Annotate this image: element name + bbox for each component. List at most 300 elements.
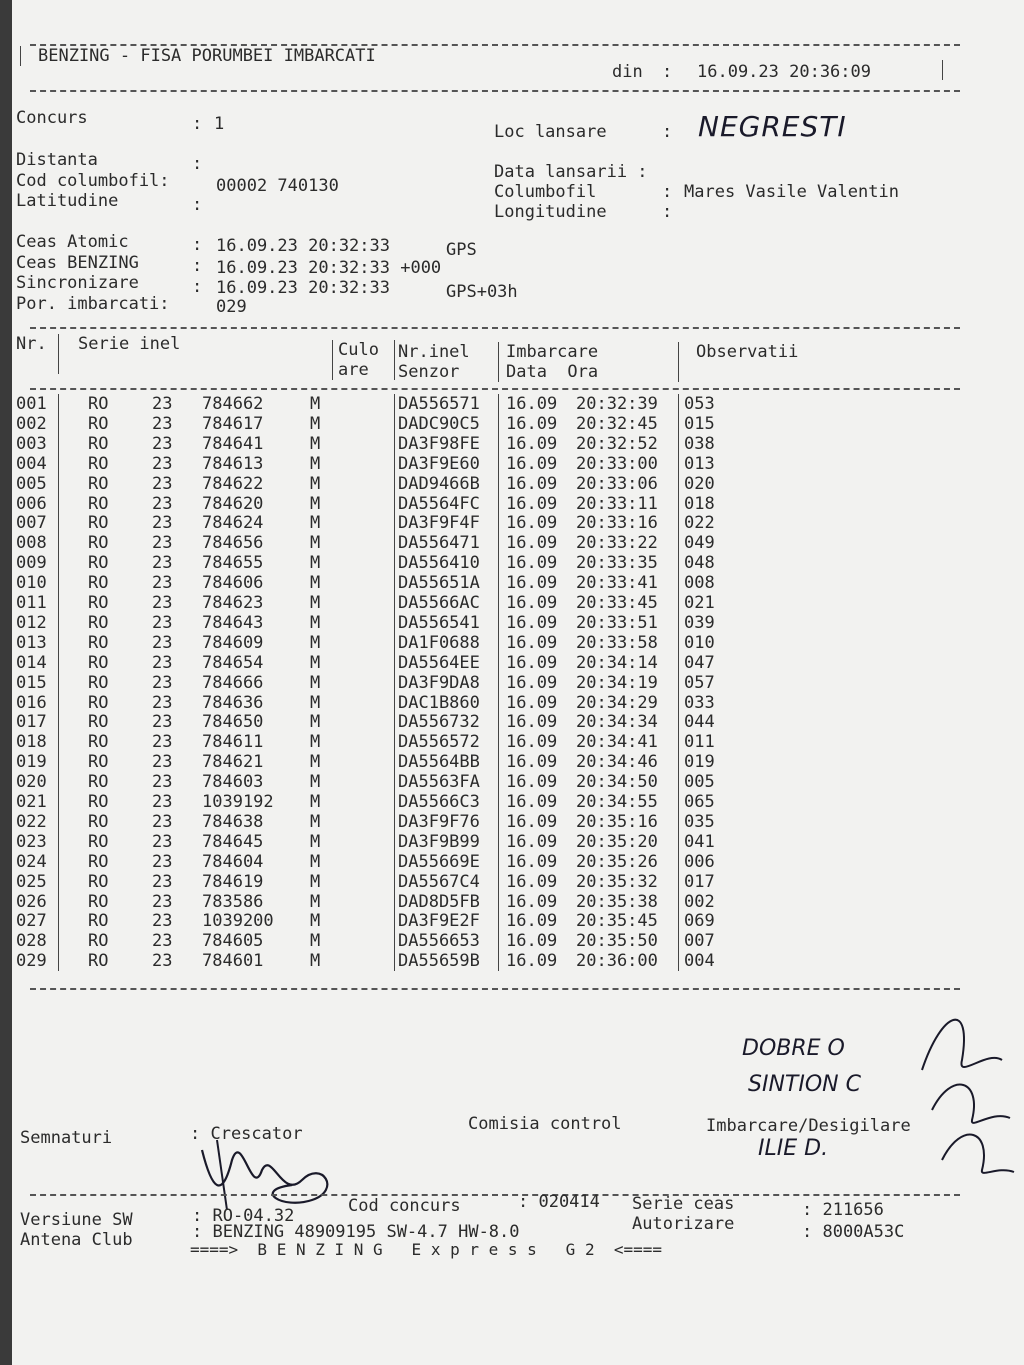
row-separator-2 bbox=[394, 812, 395, 832]
row-separator-4 bbox=[678, 533, 679, 553]
cell-country: RO bbox=[88, 712, 109, 733]
cell-sensor: DA3F98FE bbox=[398, 433, 480, 454]
row-separator-1 bbox=[58, 573, 59, 593]
cell-observation: 033 bbox=[684, 692, 715, 713]
cell-ring-number: 1039192 bbox=[202, 792, 274, 812]
cell-date: 16.09 bbox=[506, 871, 558, 892]
cell-nr: 006 bbox=[16, 493, 47, 514]
row-separator-3 bbox=[498, 951, 499, 971]
cell-observation: 022 bbox=[684, 513, 715, 534]
cell-sex: M bbox=[310, 792, 321, 812]
cell-year: 23 bbox=[152, 493, 173, 514]
row-separator-1 bbox=[58, 553, 59, 573]
cell-observation: 053 bbox=[684, 394, 715, 414]
cell-sex: M bbox=[310, 573, 321, 594]
cell-nr: 028 bbox=[16, 931, 47, 952]
row-separator-2 bbox=[394, 553, 395, 573]
cell-country: RO bbox=[88, 652, 109, 673]
row-separator-3 bbox=[498, 474, 499, 494]
cell-ring-number: 784645 bbox=[202, 831, 264, 852]
cod-label: Cod columbofil: bbox=[16, 171, 170, 191]
handwritten-name-2: SINTION C bbox=[748, 1072, 861, 1097]
row-separator-2 bbox=[394, 533, 395, 553]
handwritten-name-1: DOBRE O bbox=[742, 1036, 845, 1061]
cell-country: RO bbox=[88, 792, 109, 812]
cell-year: 23 bbox=[152, 692, 173, 713]
cell-nr: 025 bbox=[16, 871, 47, 892]
cell-time: 20:32:39 bbox=[576, 394, 658, 414]
row-separator-4 bbox=[678, 414, 679, 434]
cell-year: 23 bbox=[152, 752, 173, 773]
cell-time: 20:35:20 bbox=[576, 831, 658, 852]
row-separator-4 bbox=[678, 633, 679, 653]
col-header-data-ora: Data Ora bbox=[506, 362, 599, 382]
cell-time: 20:34:34 bbox=[576, 712, 658, 733]
row-separator-1 bbox=[58, 394, 59, 414]
cell-observation: 065 bbox=[684, 792, 715, 812]
cell-sensor: DA3F9F76 bbox=[398, 811, 480, 832]
serie-ceas-value: : 211656 bbox=[802, 1200, 884, 1220]
row-separator-3 bbox=[498, 752, 499, 772]
cell-year: 23 bbox=[152, 911, 173, 932]
cell-sensor: DA5564FC bbox=[398, 493, 480, 514]
table-row bbox=[12, 653, 1024, 673]
cell-ring-number: 784655 bbox=[202, 553, 264, 574]
cod-concurs-label: Cod concurs bbox=[348, 1196, 461, 1216]
cell-sex: M bbox=[310, 772, 321, 793]
cell-ring-number: 784605 bbox=[202, 931, 264, 952]
row-separator-4 bbox=[678, 394, 679, 414]
row-separator-2 bbox=[394, 892, 395, 912]
cell-observation: 013 bbox=[684, 453, 715, 474]
cell-observation: 021 bbox=[684, 593, 715, 613]
row-separator-2 bbox=[394, 573, 395, 593]
row-separator-3 bbox=[498, 533, 499, 553]
din-colon: : bbox=[662, 62, 673, 82]
cell-sensor: DA5566AC bbox=[398, 593, 480, 613]
row-separator-2 bbox=[394, 414, 395, 434]
cell-country: RO bbox=[88, 573, 109, 594]
cell-year: 23 bbox=[152, 453, 173, 474]
cell-time: 20:32:45 bbox=[576, 413, 658, 434]
row-separator-4 bbox=[678, 573, 679, 593]
row-separator-1 bbox=[58, 931, 59, 951]
table-row bbox=[12, 832, 1024, 852]
cell-observation: 019 bbox=[684, 752, 715, 773]
header-divider bbox=[30, 90, 960, 92]
cell-observation: 069 bbox=[684, 911, 715, 932]
cell-ring-number: 784650 bbox=[202, 712, 264, 733]
cell-year: 23 bbox=[152, 533, 173, 554]
cell-year: 23 bbox=[152, 513, 173, 534]
sincronizare-value: 16.09.23 20:32:33 bbox=[216, 278, 390, 298]
table-row bbox=[12, 732, 1024, 752]
cell-date: 16.09 bbox=[506, 612, 558, 633]
cell-country: RO bbox=[88, 473, 109, 494]
row-separator-3 bbox=[498, 573, 499, 593]
row-separator-3 bbox=[498, 792, 499, 812]
cell-sensor: DA5564EE bbox=[398, 652, 480, 673]
row-separator-3 bbox=[498, 712, 499, 732]
cell-year: 23 bbox=[152, 593, 173, 613]
row-separator-1 bbox=[58, 911, 59, 931]
cell-nr: 003 bbox=[16, 433, 47, 454]
row-separator-3 bbox=[498, 892, 499, 912]
footer-divider bbox=[30, 1194, 960, 1196]
cod-concurs-value: : 020414 bbox=[518, 1192, 600, 1212]
row-separator-1 bbox=[58, 712, 59, 732]
cell-observation: 002 bbox=[684, 891, 715, 912]
table-row bbox=[12, 474, 1024, 494]
row-separator-4 bbox=[678, 513, 679, 533]
cell-time: 20:33:58 bbox=[576, 632, 658, 653]
cell-country: RO bbox=[88, 931, 109, 952]
table-bottom-divider bbox=[30, 988, 960, 990]
cell-nr: 002 bbox=[16, 413, 47, 434]
cell-time: 20:33:35 bbox=[576, 553, 658, 574]
semnaturi-label: Semnaturi bbox=[20, 1128, 113, 1148]
row-separator-1 bbox=[58, 494, 59, 514]
table-row bbox=[12, 911, 1024, 931]
cell-time: 20:34:29 bbox=[576, 692, 658, 713]
row-separator-3 bbox=[498, 852, 499, 872]
cell-nr: 023 bbox=[16, 831, 47, 852]
table-row bbox=[12, 772, 1024, 792]
cell-time: 20:35:32 bbox=[576, 871, 658, 892]
row-separator-3 bbox=[498, 613, 499, 633]
row-separator-4 bbox=[678, 832, 679, 852]
cell-sex: M bbox=[310, 712, 321, 733]
cell-year: 23 bbox=[152, 871, 173, 892]
cell-country: RO bbox=[88, 413, 109, 434]
cell-nr: 017 bbox=[16, 712, 47, 733]
cell-ring-number: 784611 bbox=[202, 732, 264, 753]
cell-sex: M bbox=[310, 473, 321, 494]
ceas-atomic-colon: : bbox=[192, 235, 203, 255]
cell-ring-number: 784643 bbox=[202, 612, 264, 633]
cell-sensor: DADC90C5 bbox=[398, 413, 480, 434]
cell-country: RO bbox=[88, 871, 109, 892]
row-separator-2 bbox=[394, 911, 395, 931]
row-separator-4 bbox=[678, 852, 679, 872]
cell-time: 20:35:38 bbox=[576, 891, 658, 912]
cell-date: 16.09 bbox=[506, 473, 558, 494]
cell-observation: 038 bbox=[684, 433, 715, 454]
cell-time: 20:34:19 bbox=[576, 672, 658, 693]
header-sep-4 bbox=[498, 342, 499, 382]
cell-time: 20:33:16 bbox=[576, 513, 658, 534]
cell-sex: M bbox=[310, 811, 321, 832]
cell-country: RO bbox=[88, 951, 109, 972]
cell-sensor: DA556732 bbox=[398, 712, 480, 733]
cell-sex: M bbox=[310, 732, 321, 753]
cell-ring-number: 784666 bbox=[202, 672, 264, 693]
cell-sex: M bbox=[310, 951, 321, 972]
table-row bbox=[12, 513, 1024, 533]
cell-year: 23 bbox=[152, 473, 173, 494]
cell-date: 16.09 bbox=[506, 433, 558, 454]
autorizare-value: : 8000A53C bbox=[802, 1222, 905, 1242]
cell-ring-number: 784662 bbox=[202, 394, 264, 414]
row-separator-4 bbox=[678, 772, 679, 792]
row-separator-3 bbox=[498, 931, 499, 951]
cell-time: 20:33:22 bbox=[576, 533, 658, 554]
cell-country: RO bbox=[88, 453, 109, 474]
cell-date: 16.09 bbox=[506, 831, 558, 852]
cell-observation: 047 bbox=[684, 652, 715, 673]
cell-sensor: DA556572 bbox=[398, 732, 480, 753]
cell-nr: 005 bbox=[16, 473, 47, 494]
row-separator-2 bbox=[394, 513, 395, 533]
row-separator-2 bbox=[394, 852, 395, 872]
col-header-are: are bbox=[338, 360, 369, 380]
cell-nr: 008 bbox=[16, 533, 47, 554]
por-imbarcati-label: Por. imbarcati: bbox=[16, 294, 170, 314]
row-separator-4 bbox=[678, 553, 679, 573]
cell-time: 20:35:16 bbox=[576, 811, 658, 832]
cell-nr: 014 bbox=[16, 652, 47, 673]
loc-lansare-label: Loc lansare bbox=[494, 122, 607, 142]
cell-date: 16.09 bbox=[506, 573, 558, 594]
row-separator-3 bbox=[498, 832, 499, 852]
title-left-bar bbox=[20, 46, 21, 66]
distanta-label: Distanta bbox=[16, 150, 98, 170]
cell-sex: M bbox=[310, 831, 321, 852]
cell-time: 20:33:41 bbox=[576, 573, 658, 594]
header-sep-3 bbox=[394, 340, 395, 380]
row-separator-1 bbox=[58, 693, 59, 713]
cell-observation: 015 bbox=[684, 413, 715, 434]
row-separator-2 bbox=[394, 832, 395, 852]
row-separator-4 bbox=[678, 653, 679, 673]
cell-country: RO bbox=[88, 911, 109, 932]
loc-colon: : bbox=[662, 122, 673, 142]
row-separator-1 bbox=[58, 414, 59, 434]
row-separator-1 bbox=[58, 454, 59, 474]
table-row bbox=[12, 951, 1024, 971]
cell-ring-number: 784619 bbox=[202, 871, 264, 892]
row-separator-1 bbox=[58, 613, 59, 633]
cell-nr: 015 bbox=[16, 672, 47, 693]
row-separator-4 bbox=[678, 892, 679, 912]
row-separator-1 bbox=[58, 832, 59, 852]
row-separator-1 bbox=[58, 653, 59, 673]
cell-sensor: DA3F9E60 bbox=[398, 453, 480, 474]
row-separator-4 bbox=[678, 931, 679, 951]
cell-observation: 041 bbox=[684, 831, 715, 852]
row-separator-2 bbox=[394, 712, 395, 732]
antena-value: : BENZING 48909195 SW-4.7 HW-8.0 bbox=[192, 1222, 520, 1242]
cell-date: 16.09 bbox=[506, 632, 558, 653]
cell-sensor: DA3F9F4F bbox=[398, 513, 480, 534]
cell-sensor: DA1F0688 bbox=[398, 632, 480, 653]
cell-date: 16.09 bbox=[506, 712, 558, 733]
row-separator-1 bbox=[58, 812, 59, 832]
ceas-benzing-colon: : bbox=[192, 256, 203, 276]
col-header-serie: Serie inel bbox=[78, 334, 181, 354]
cell-date: 16.09 bbox=[506, 692, 558, 713]
table-top-divider bbox=[30, 327, 960, 329]
cell-sensor: DA5563FA bbox=[398, 772, 480, 793]
col-header-senzor: Senzor bbox=[398, 362, 460, 382]
cell-date: 16.09 bbox=[506, 413, 558, 434]
cell-year: 23 bbox=[152, 612, 173, 633]
cell-date: 16.09 bbox=[506, 752, 558, 773]
cell-sensor: DA55659B bbox=[398, 951, 480, 972]
cell-ring-number: 784604 bbox=[202, 851, 264, 872]
comisia-label: Comisia control bbox=[468, 1114, 622, 1134]
row-separator-3 bbox=[498, 812, 499, 832]
row-separator-2 bbox=[394, 693, 395, 713]
cell-year: 23 bbox=[152, 891, 173, 912]
cell-ring-number: 784613 bbox=[202, 453, 264, 474]
row-separator-3 bbox=[498, 673, 499, 693]
cell-observation: 010 bbox=[684, 632, 715, 653]
cell-date: 16.09 bbox=[506, 453, 558, 474]
cell-country: RO bbox=[88, 811, 109, 832]
row-separator-2 bbox=[394, 673, 395, 693]
ceas-benzing-label: Ceas BENZING bbox=[16, 253, 139, 273]
cell-country: RO bbox=[88, 831, 109, 852]
row-separator-4 bbox=[678, 474, 679, 494]
cell-sensor: DA556653 bbox=[398, 931, 480, 952]
cell-country: RO bbox=[88, 732, 109, 753]
cell-sex: M bbox=[310, 871, 321, 892]
cell-sex: M bbox=[310, 533, 321, 554]
cell-observation: 049 bbox=[684, 533, 715, 554]
cell-ring-number: 784601 bbox=[202, 951, 264, 972]
row-separator-4 bbox=[678, 712, 679, 732]
row-separator-4 bbox=[678, 872, 679, 892]
cell-year: 23 bbox=[152, 652, 173, 673]
row-separator-3 bbox=[498, 494, 499, 514]
cell-sensor: DA5564BB bbox=[398, 752, 480, 773]
cell-observation: 020 bbox=[684, 473, 715, 494]
cell-sensor: DA556571 bbox=[398, 394, 480, 414]
benzing-express-line: ====> B E N Z I N G E x p r e s s G 2 <==== bbox=[190, 1240, 663, 1259]
cell-year: 23 bbox=[152, 851, 173, 872]
cell-country: RO bbox=[88, 513, 109, 534]
row-separator-2 bbox=[394, 792, 395, 812]
col-header-nr: Nr. bbox=[16, 334, 47, 354]
cell-country: RO bbox=[88, 752, 109, 773]
cell-country: RO bbox=[88, 433, 109, 454]
row-separator-3 bbox=[498, 454, 499, 474]
row-separator-3 bbox=[498, 732, 499, 752]
cell-sex: M bbox=[310, 931, 321, 952]
cell-country: RO bbox=[88, 593, 109, 613]
table-row bbox=[12, 434, 1024, 454]
cell-sensor: DA556471 bbox=[398, 533, 480, 554]
ceas-atomic-value: 16.09.23 20:32:33 bbox=[216, 236, 390, 256]
cell-country: RO bbox=[88, 493, 109, 514]
cell-ring-number: 784609 bbox=[202, 632, 264, 653]
row-separator-4 bbox=[678, 613, 679, 633]
cell-ring-number: 783586 bbox=[202, 891, 264, 912]
cell-ring-number: 784606 bbox=[202, 573, 264, 594]
row-separator-1 bbox=[58, 872, 59, 892]
cell-sex: M bbox=[310, 493, 321, 514]
cell-time: 20:34:50 bbox=[576, 772, 658, 793]
cell-time: 20:35:50 bbox=[576, 931, 658, 952]
row-separator-3 bbox=[498, 653, 499, 673]
cell-date: 16.09 bbox=[506, 911, 558, 932]
cell-nr: 020 bbox=[16, 772, 47, 793]
cell-time: 20:33:00 bbox=[576, 453, 658, 474]
cell-date: 16.09 bbox=[506, 811, 558, 832]
cell-nr: 007 bbox=[16, 513, 47, 534]
cell-nr: 001 bbox=[16, 394, 47, 414]
table-row bbox=[12, 673, 1024, 693]
cell-year: 23 bbox=[152, 792, 173, 812]
versiune-value: : RO-04.32 bbox=[192, 1206, 295, 1226]
cell-date: 16.09 bbox=[506, 533, 558, 554]
cell-date: 16.09 bbox=[506, 652, 558, 673]
cell-country: RO bbox=[88, 692, 109, 713]
table-row bbox=[12, 931, 1024, 951]
row-separator-2 bbox=[394, 593, 395, 613]
row-separator-1 bbox=[58, 593, 59, 613]
row-separator-2 bbox=[394, 633, 395, 653]
row-separator-2 bbox=[394, 474, 395, 494]
row-separator-4 bbox=[678, 693, 679, 713]
cell-nr: 027 bbox=[16, 911, 47, 932]
imbarcare-desigilare-label: Imbarcare/Desigilare bbox=[706, 1116, 911, 1136]
row-separator-3 bbox=[498, 434, 499, 454]
cell-nr: 011 bbox=[16, 593, 47, 613]
columbofil-value: Mares Vasile Valentin bbox=[684, 182, 899, 202]
row-separator-2 bbox=[394, 752, 395, 772]
row-separator-4 bbox=[678, 951, 679, 971]
row-separator-4 bbox=[678, 673, 679, 693]
cell-date: 16.09 bbox=[506, 394, 558, 414]
cell-date: 16.09 bbox=[506, 732, 558, 753]
row-separator-4 bbox=[678, 494, 679, 514]
table-row bbox=[12, 712, 1024, 732]
cell-country: RO bbox=[88, 772, 109, 793]
concurs-colon: : bbox=[192, 114, 203, 134]
cell-sex: M bbox=[310, 652, 321, 673]
cell-sex: M bbox=[310, 413, 321, 434]
row-separator-4 bbox=[678, 434, 679, 454]
table-row bbox=[12, 414, 1024, 434]
cell-year: 23 bbox=[152, 553, 173, 574]
cell-observation: 008 bbox=[684, 573, 715, 594]
row-separator-1 bbox=[58, 852, 59, 872]
cell-year: 23 bbox=[152, 394, 173, 414]
cell-country: RO bbox=[88, 891, 109, 912]
row-separator-2 bbox=[394, 951, 395, 971]
row-separator-3 bbox=[498, 553, 499, 573]
cell-date: 16.09 bbox=[506, 931, 558, 952]
columbofil-label: Columbofil bbox=[494, 182, 597, 202]
cell-nr: 019 bbox=[16, 752, 47, 773]
row-separator-3 bbox=[498, 911, 499, 931]
cell-sensor: DA556410 bbox=[398, 553, 480, 574]
por-imbarcati-value: 029 bbox=[216, 297, 247, 317]
cell-date: 16.09 bbox=[506, 493, 558, 514]
cell-sex: M bbox=[310, 851, 321, 872]
col-header-culo: Culo bbox=[338, 340, 379, 360]
cell-observation: 006 bbox=[684, 851, 715, 872]
cell-nr: 024 bbox=[16, 851, 47, 872]
cell-sex: M bbox=[310, 612, 321, 633]
cell-sex: M bbox=[310, 891, 321, 912]
ceas-benzing-value: 16.09.23 20:32:33 +000 bbox=[216, 258, 442, 278]
cell-time: 20:33:11 bbox=[576, 493, 658, 514]
cell-nr: 016 bbox=[16, 692, 47, 713]
header-sep-2 bbox=[332, 340, 333, 380]
